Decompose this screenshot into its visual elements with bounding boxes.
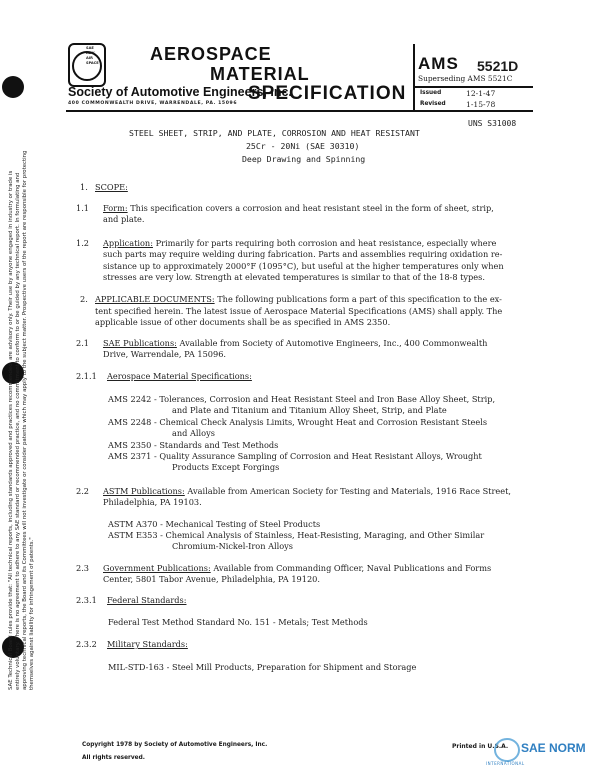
section-2-1-1-number: 2.1.1	[76, 371, 97, 381]
section-2-line2: tent specified herein. The latest issue of Aerospace Material Specifications (AMS) shall apply. The	[95, 306, 503, 316]
ams-2242-line1: AMS 2242 - Tolerances, Corrosion and Heat Resistant Steel and Iron Base Alloy Sheet, Strip,	[108, 394, 496, 404]
binding-hole-top	[2, 76, 24, 98]
section-1-1-line2: and plate.	[103, 214, 145, 224]
section-2-3-2-title: Military Standards:	[107, 639, 188, 649]
ams-2248-line2: and Alloys	[172, 428, 215, 438]
header-title-aerospace: AEROSPACE	[150, 44, 272, 64]
header-title-specification: SPECIFICATION	[248, 83, 407, 104]
section-2-number: 2.	[80, 294, 88, 304]
society-name: Society of Automotive Engineers, Inc.	[68, 85, 292, 99]
superseding-note: Superseding AMS 5521C	[418, 74, 513, 83]
revised-label: Revised	[420, 101, 446, 107]
astm-a370-line: ASTM A370 - Mechanical Testing of Steel Products	[108, 519, 321, 529]
section-2-1-number: 2.1	[76, 338, 90, 348]
footer-copyright: Copyright 1978 by Society of Automotive Engineers, Inc.	[82, 742, 268, 748]
society-address: 400 COMMONWEALTH DRIVE, WARRENDALE, PA. 15096	[68, 101, 238, 106]
section-1-2-line2: such parts may require welding during fabrication. Parts and assemblies requiring oxidation re-	[103, 249, 503, 259]
section-2-3-2-number: 2.3.2	[76, 639, 97, 649]
section-2-2-line2: Philadelphia, PA 19103.	[103, 497, 202, 507]
doc-title-line3: Deep Drawing and Spinning	[242, 154, 366, 164]
ams-number: 5521D	[477, 58, 519, 74]
section-1-2-para: Application: Primarily for parts requiring both corrosion and heat resistance, especially where	[103, 238, 497, 248]
doc-title-line2: 25Cr - 20Ni (SAE 30310)	[246, 141, 360, 151]
uns-number: UNS S31008	[468, 119, 517, 128]
section-2-para: APPLICABLE DOCUMENTS: The following publications form a part of this specification to the ex-	[95, 294, 502, 304]
ams-2248-line1: AMS 2248 - Chemical Check Analysis Limits, Wrought Heat and Corrosion Resistant Steels	[108, 417, 488, 427]
watermark-brand: SAE NORM	[521, 741, 586, 755]
doc-title-line1: STEEL SHEET, STRIP, AND PLATE, CORROSION AND HEAT RESISTANT	[129, 128, 420, 138]
issued-date: 12-1-47	[466, 89, 496, 98]
section-2-2-number: 2.2	[76, 486, 90, 496]
section-1-1-para: Form: This specification covers a corrosion and heat resistant steel in the form of sheet, strip,	[103, 203, 494, 213]
section-1-1-number: 1.1	[76, 203, 90, 213]
mil-std-163: MIL-STD-163 - Steel Mill Products, Preparation for Shipment and Storage	[108, 662, 417, 672]
section-1-number: 1.	[80, 182, 88, 192]
ams-2350-line: AMS 2350 - Standards and Test Methods	[108, 440, 279, 450]
section-2-3-1-number: 2.3.1	[76, 595, 97, 605]
section-2-2-para: ASTM Publications: Available from American Society for Testing and Materials, 1916 Race Street,	[103, 486, 511, 496]
section-2-3-1-title: Federal Standards:	[107, 595, 187, 605]
header-box-left-rule	[413, 44, 415, 112]
watermark-sub: INTERNATIONAL	[486, 761, 525, 766]
section-2-1-para: SAE Publications: Available from Society of Automotive Engineers, Inc., 400 Commonwealth	[103, 338, 488, 348]
header-title-material: MATERIAL	[210, 64, 310, 84]
federal-standard-151: Federal Test Method Standard No. 151 - Metals; Test Methods	[108, 617, 368, 627]
header-box-divider	[413, 86, 533, 88]
section-2-1-1-title: Aerospace Material Specifications:	[107, 371, 252, 381]
ams-label: AMS	[418, 54, 459, 73]
ams-2371-line1: AMS 2371 - Quality Assurance Sampling of Corrosion and Heat Resistant Alloys, Wrought	[108, 451, 482, 461]
issued-label: Issued	[420, 90, 442, 96]
footer-printed: Printed in U.S.A.	[452, 743, 509, 750]
footer-rights: All rights reserved.	[82, 755, 145, 761]
astm-e353-line1: ASTM E353 - Chemical Analysis of Stainless, Heat-Resisting, Maraging, and Other Similar	[108, 530, 485, 540]
section-1-title: SCOPE:	[95, 182, 128, 192]
astm-e353-line2: Chromium-Nickel-Iron Alloys	[172, 541, 293, 551]
header-bottom-rule	[66, 110, 533, 112]
section-1-2-line4: stresses are very low. Strength at elevated temperatures is similar to that of the 18-8 types.	[103, 272, 485, 282]
watermark-globe-icon	[494, 738, 520, 762]
section-1-2-number: 1.2	[76, 238, 90, 248]
side-legal-note: SAE Technical Board rules provide that: "All technical reports, including standards approved and practices recommended, are advisory only. Their use by anyone engaged in industry or trade is entirely voluntary. There is no agreement to adhere to any SAE standard or recommended practice, and no commitment to conform to or be guided by any technical report. In formulating and approving technical reports, the Board and its Committees will not investigate or consider patents which may apply to the subject matter. Prospective users of the report are responsible for protecting themselves against liability for infringement of patents."	[8, 150, 35, 690]
ams-2242-line2: and Plate and Titanium and Titanium Alloy Sheet, Strip, and Plate	[172, 405, 447, 415]
logo-text: SAE ADV AIR SPACE	[86, 46, 99, 65]
section-2-3-para: Government Publications: Available from Commanding Officer, Naval Publications and Forms	[103, 563, 492, 573]
section-2-line3: applicable issue of other documents shall be as specified in AMS 2350.	[95, 317, 391, 327]
ams-2371-line2: Products Except Forgings	[172, 462, 280, 472]
section-2-3-line2: Center, 5801 Tabor Avenue, Philadelphia, PA 19120.	[103, 574, 320, 584]
revised-date: 1-15-78	[466, 100, 496, 109]
section-2-1-line2: Drive, Warrendale, PA 15096.	[103, 349, 227, 359]
section-1-2-line3: sistance up to approximately 2000°F (1095°C), but useful at the higher temperatures only when	[103, 261, 504, 271]
section-2-3-number: 2.3	[76, 563, 90, 573]
